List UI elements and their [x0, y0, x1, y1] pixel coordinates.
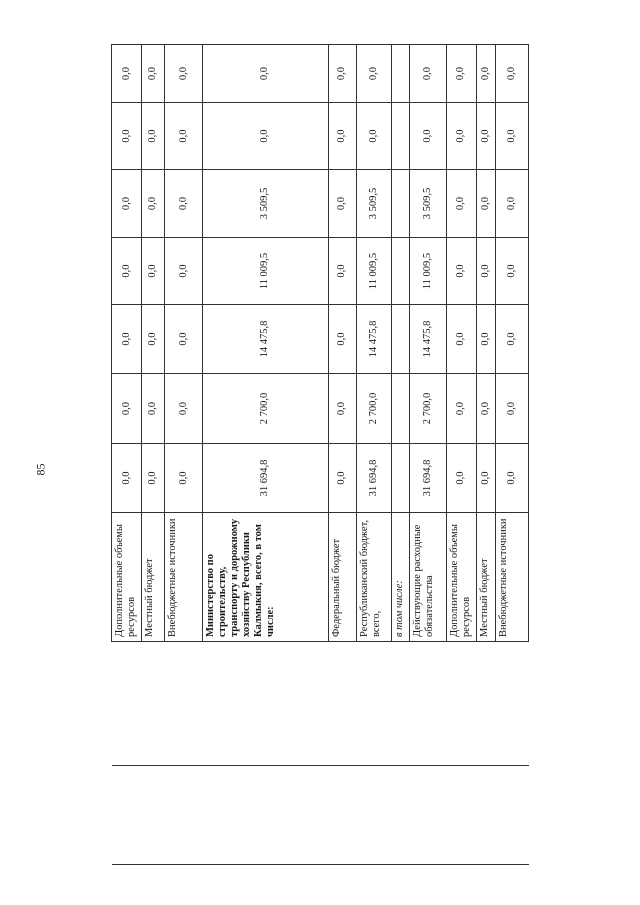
table-row — [496, 45, 529, 865]
value-cell: 0,0 — [476, 170, 495, 238]
value-cell: 0,0 — [165, 45, 203, 103]
table-row — [409, 45, 446, 865]
value-cell: 0,0 — [165, 305, 203, 374]
table-row — [112, 45, 142, 865]
value-cell: 0,0 — [112, 103, 142, 170]
value-cell: 0,0 — [496, 170, 529, 238]
value-cell: 0,0 — [202, 103, 328, 170]
empty-cell — [356, 766, 392, 865]
row-label: Внебюджетные источники — [165, 513, 203, 642]
row-label: Министерство по строительству, транспорту и дорожному хозяйству Республики Калмыкия, всего, в том числе: — [202, 513, 328, 642]
value-cell: 0,0 — [476, 238, 495, 305]
value-cell: 0,0 — [112, 238, 142, 305]
value-cell — [392, 238, 409, 305]
value-cell: 0,0 — [476, 305, 495, 374]
value-cell: 2 700,0 — [409, 374, 446, 444]
empty-cell — [328, 766, 356, 865]
value-cell: 3 509,5 — [356, 170, 392, 238]
value-cell: 0,0 — [142, 103, 165, 170]
value-cell: 3 509,5 — [409, 170, 446, 238]
value-cell: 0,0 — [165, 444, 203, 513]
row-label: Федеральный бюджет — [328, 513, 356, 642]
value-cell: 0,0 — [112, 374, 142, 444]
value-cell: 0,0 — [142, 444, 165, 513]
value-cell: 3 509,5 — [202, 170, 328, 238]
value-cell — [392, 444, 409, 513]
value-cell: 0,0 — [142, 238, 165, 305]
table-row — [202, 45, 328, 865]
row-label: Местный бюджет — [476, 513, 495, 642]
value-cell: 11 009,5 — [202, 238, 328, 305]
empty-cell — [446, 642, 476, 766]
value-cell: 0,0 — [142, 170, 165, 238]
value-cell — [392, 45, 409, 103]
row-label: в том числе: — [392, 513, 409, 642]
empty-cell — [496, 766, 529, 865]
value-cell: 0,0 — [446, 374, 476, 444]
value-cell: 0,0 — [476, 444, 495, 513]
value-cell: 0,0 — [496, 374, 529, 444]
empty-cell — [496, 642, 529, 766]
value-cell: 0,0 — [496, 238, 529, 305]
value-cell: 14 475,8 — [202, 305, 328, 374]
value-cell: 31 694,8 — [202, 444, 328, 513]
empty-cell — [165, 642, 203, 766]
empty-cell — [202, 642, 328, 766]
value-cell: 0,0 — [446, 45, 476, 103]
value-cell: 0,0 — [409, 103, 446, 170]
value-cell: 0,0 — [496, 45, 529, 103]
empty-cell — [328, 642, 356, 766]
value-cell: 0,0 — [142, 305, 165, 374]
value-cell: 0,0 — [476, 374, 495, 444]
value-cell: 0,0 — [112, 45, 142, 103]
value-cell: 0,0 — [446, 444, 476, 513]
value-cell: 0,0 — [165, 374, 203, 444]
value-cell: 0,0 — [496, 444, 529, 513]
empty-cell — [356, 642, 392, 766]
value-cell: 0,0 — [328, 374, 356, 444]
value-cell: 0,0 — [112, 444, 142, 513]
empty-cell — [142, 766, 165, 865]
value-cell: 0,0 — [112, 170, 142, 238]
value-cell: 0,0 — [476, 103, 495, 170]
table-row — [392, 45, 409, 865]
value-cell: 0,0 — [328, 444, 356, 513]
value-cell: 0,0 — [202, 45, 328, 103]
row-label: Внебюджетные источники — [496, 513, 529, 642]
table-row — [142, 45, 165, 865]
value-cell: 0,0 — [476, 45, 495, 103]
value-cell: 31 694,8 — [409, 444, 446, 513]
value-cell — [392, 374, 409, 444]
table-row — [446, 45, 476, 865]
value-cell: 0,0 — [446, 170, 476, 238]
empty-cell — [202, 766, 328, 865]
row-label: Дополнительные объемы ресурсов — [112, 513, 142, 642]
page-number: 85 — [33, 463, 48, 476]
value-cell: 0,0 — [165, 170, 203, 238]
empty-cell — [409, 642, 446, 766]
value-cell — [392, 170, 409, 238]
value-cell: 0,0 — [328, 305, 356, 374]
value-cell: 0,0 — [356, 103, 392, 170]
budget-table — [111, 44, 529, 865]
value-cell: 0,0 — [165, 238, 203, 305]
empty-cell — [165, 766, 203, 865]
value-cell: 14 475,8 — [356, 305, 392, 374]
value-cell: 0,0 — [356, 45, 392, 103]
value-cell: 11 009,5 — [356, 238, 392, 305]
table-row — [476, 45, 495, 865]
value-cell: 0,0 — [142, 374, 165, 444]
value-cell: 2 700,0 — [356, 374, 392, 444]
row-label: Республиканский бюджет, всего, — [356, 513, 392, 642]
row-label: Местный бюджет — [142, 513, 165, 642]
value-cell: 31 694,8 — [356, 444, 392, 513]
value-cell: 0,0 — [446, 103, 476, 170]
row-label: Действующие расходные обязательства — [409, 513, 446, 642]
value-cell: 0,0 — [328, 170, 356, 238]
value-cell: 0,0 — [328, 45, 356, 103]
empty-cell — [112, 642, 142, 766]
empty-cell — [142, 642, 165, 766]
value-cell: 2 700,0 — [202, 374, 328, 444]
empty-cell — [476, 766, 495, 865]
value-cell: 0,0 — [496, 305, 529, 374]
value-cell: 14 475,8 — [409, 305, 446, 374]
value-cell: 0,0 — [496, 103, 529, 170]
table-row — [356, 45, 392, 865]
value-cell — [392, 305, 409, 374]
value-cell: 0,0 — [328, 103, 356, 170]
empty-cell — [392, 766, 409, 865]
table-row — [328, 45, 356, 865]
value-cell — [392, 103, 409, 170]
empty-cell — [112, 766, 142, 865]
row-label: Дополнительные объемы ресурсов — [446, 513, 476, 642]
table-row — [165, 45, 203, 865]
value-cell: 0,0 — [142, 45, 165, 103]
empty-cell — [392, 642, 409, 766]
empty-cell — [409, 766, 446, 865]
value-cell: 0,0 — [409, 45, 446, 103]
value-cell: 0,0 — [446, 305, 476, 374]
value-cell: 0,0 — [328, 238, 356, 305]
value-cell: 11 009,5 — [409, 238, 446, 305]
value-cell: 0,0 — [112, 305, 142, 374]
empty-cell — [476, 642, 495, 766]
value-cell: 0,0 — [446, 238, 476, 305]
empty-cell — [446, 766, 476, 865]
table-body — [112, 45, 529, 865]
value-cell: 0,0 — [165, 103, 203, 170]
rotated-table-container — [111, 45, 529, 865]
